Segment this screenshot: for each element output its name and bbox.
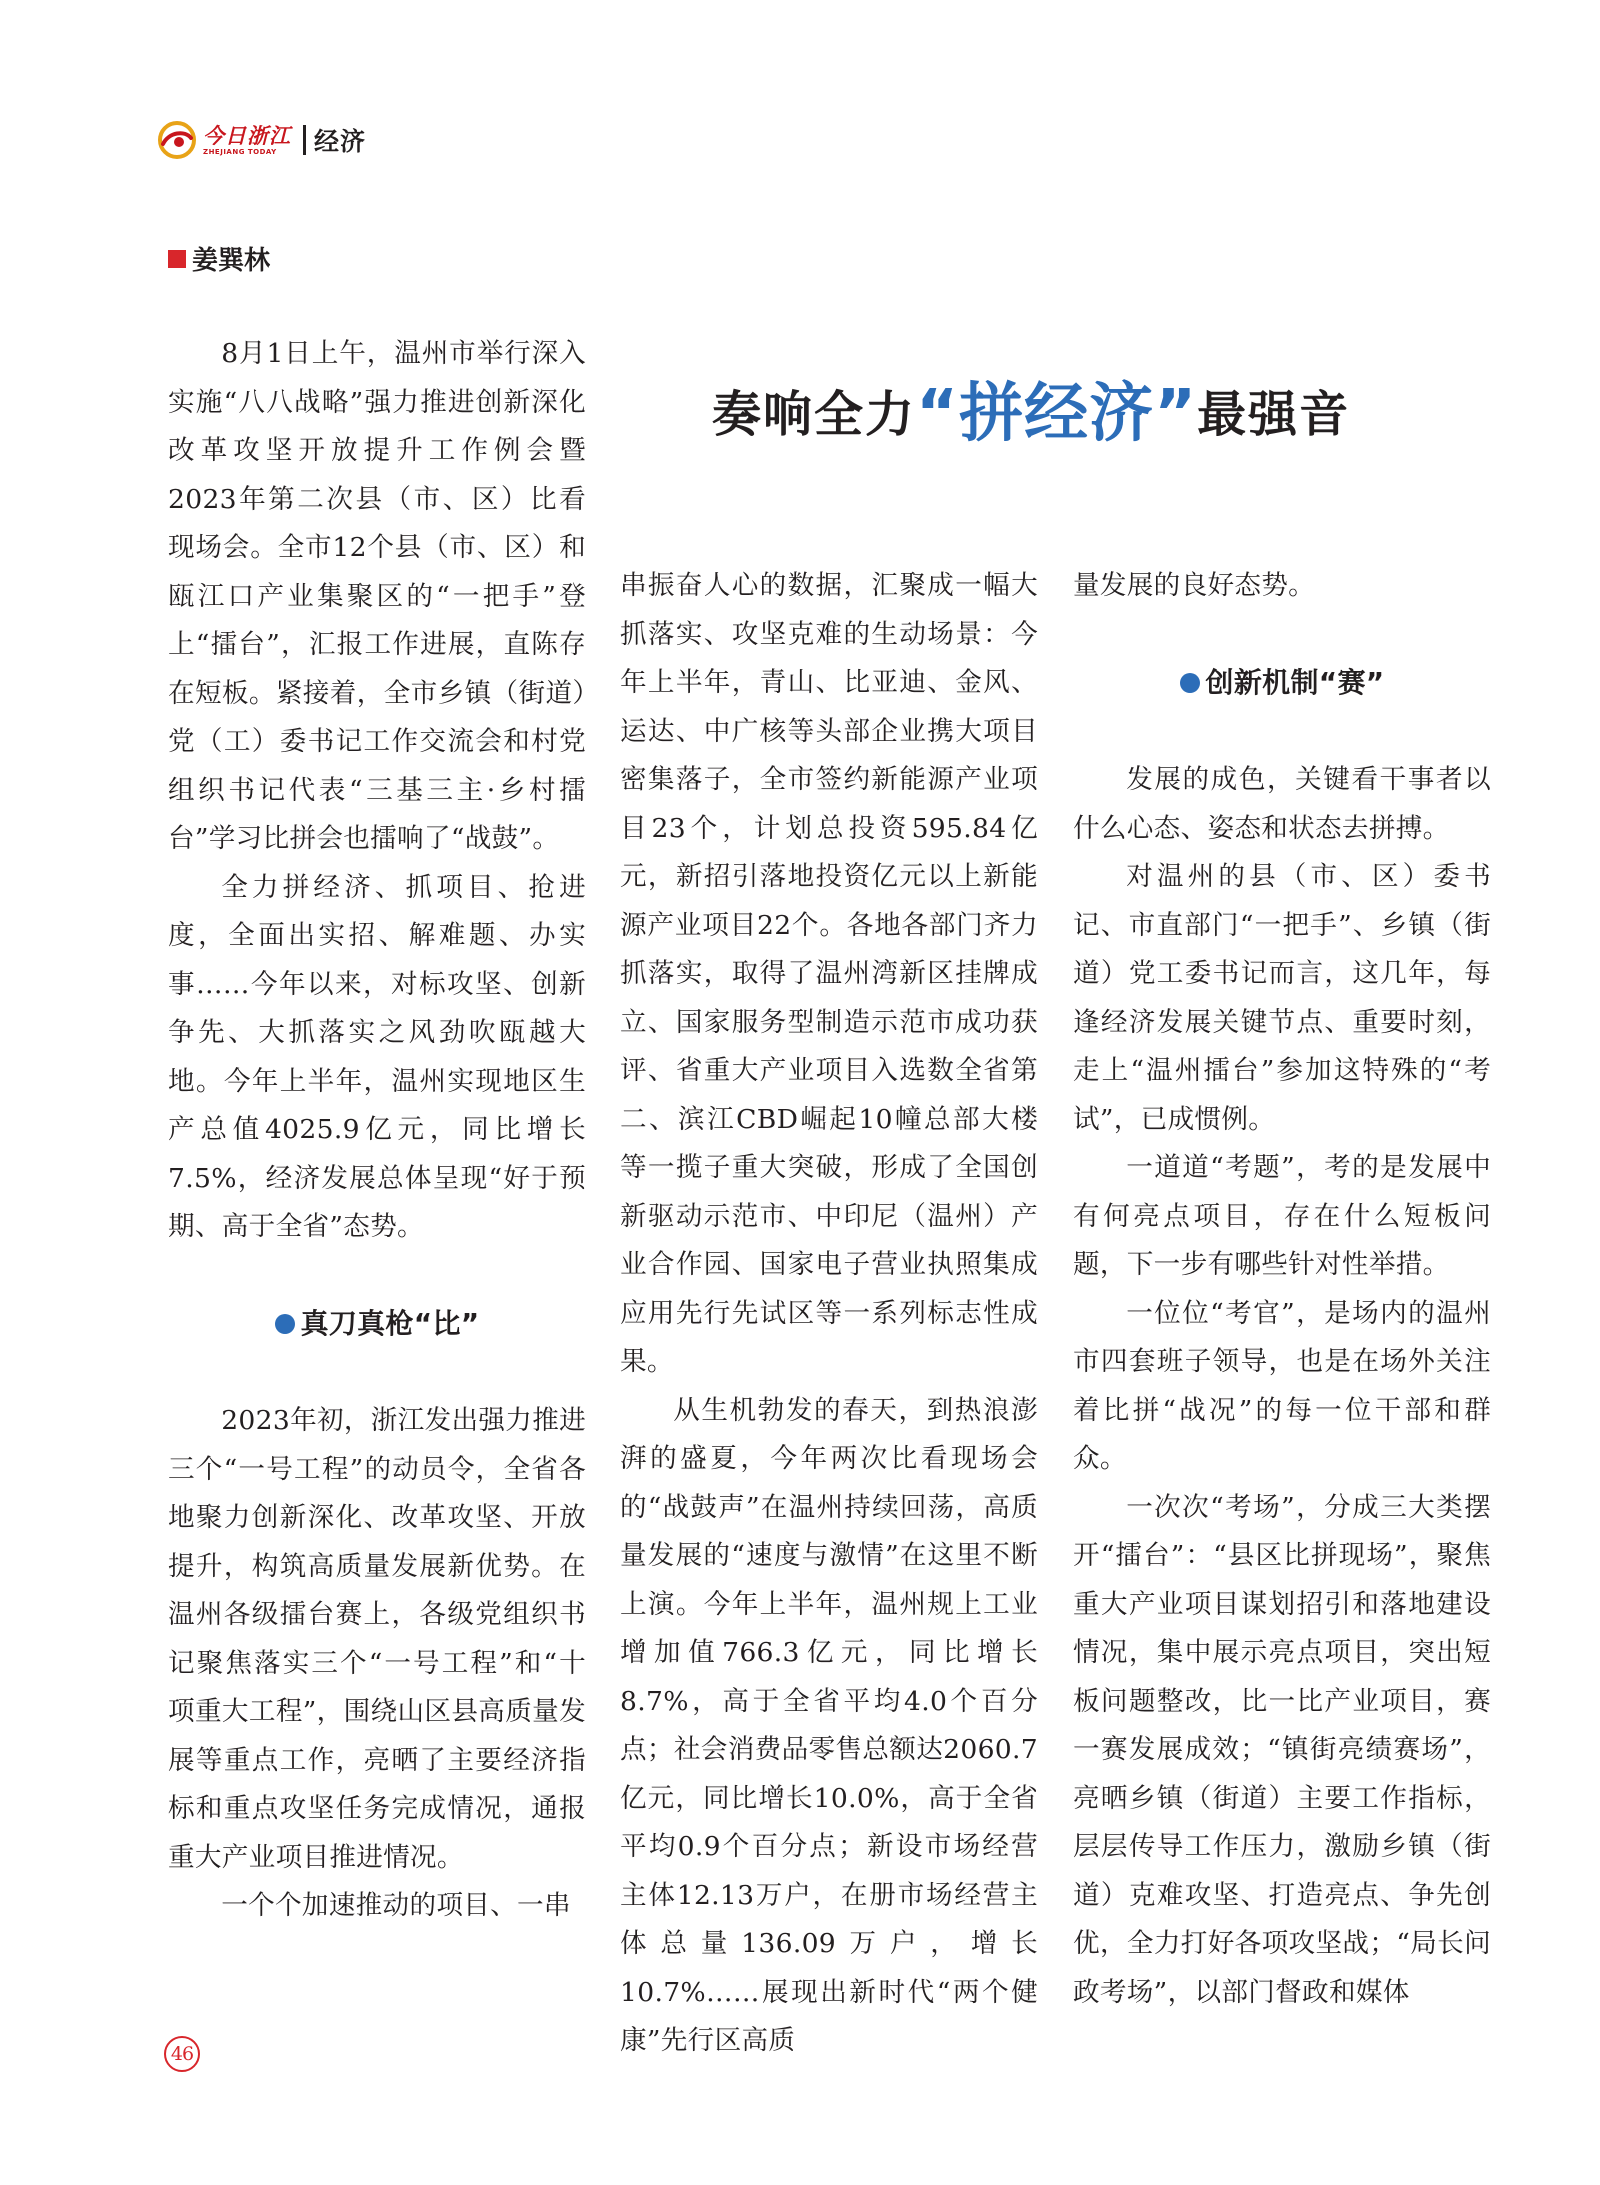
paragraph: 全力拼经济、抓项目、抢进度，全面出实招、解难题、办实事……今年以来，对标攻坚、创新争先、大抓落实之风劲吹瓯越大地。今年上半年，温州实现地区生产总值4025.9亿元，同比增长7.5%，经济发展总体呈现“好于预期、高于全省”态势。: [168, 871, 586, 1242]
spacer: [168, 1349, 586, 1398]
article-column-2: [620, 562, 1038, 2066]
title-post: 最强音: [1197, 385, 1351, 443]
magazine-logo: [203, 122, 291, 156]
header-divider: [303, 125, 306, 155]
paragraph: 串振奋人心的数据，汇聚成一幅大抓落实、攻坚克难的生动场景：今年上半年，青山、比亚迪、金风、运达、中广核等头部企业携大项目密集落子，全市签约新能源产业项目23个，计划总投资595.84亿元，新招引落地投资亿元以上新能源产业项目22个。各地各部门齐力抓落实，取得了温州湾新区挂牌成立、国家服务型制造示范市成功获评、省重大产业项目入选数全省第二、滨江CBD崛起10幢总部大楼等一揽子重大突破，形成了全国创新驱动示范市、中印尼（温州）产业合作园、国家电子营业执照集成应用先行先试区等一系列标志性成果。: [620, 570, 1038, 1377]
author-name: 姜巽林: [192, 246, 271, 276]
subhead-text: 真刀真枪“比”: [300, 1307, 480, 1340]
paragraph: 发展的成色，关键看干事者以什么心态、姿态和状态去拼搏。: [1073, 764, 1491, 844]
article-column-1: [168, 330, 586, 1931]
paragraph: 一次次“考场”，分成三大类摆开“擂台”：“县区比拼现场”，聚焦重大产业项目谋划招引和落地建设情况，集中展示亮点项目，突出短板问题整改，比一比产业项目，赛一赛发展成效；“镇街亮绩赛场”，亮晒乡镇（街道）主要工作指标，层层传导工作压力，激励乡镇（街道）克难攻坚、打造亮点、争先创优，全力打好各项攻坚战；“局长问政考场”，以部门督政和媒体: [1073, 1491, 1491, 2008]
bullet-dot-icon: [275, 1314, 295, 1334]
magazine-logo-icon: [157, 120, 197, 160]
paragraph: 2023年初，浙江发出强力推进三个“一号工程”的动员令，全省各地聚力创新深化、改革攻坚、开放提升，构筑高质量发展新优势。在温州各级擂台赛上，各级党组织书记聚焦落实三个“一号工程”和“十项重大工程”，围绕山区县高质量发展等重点工作，亮晒了主要经济指标和重点攻坚任务完成情况，通报重大产业项目推进情况。: [168, 1405, 586, 1873]
paragraph: 8月1日上午，温州市举行深入实施“八八战略”强力推进创新深化改革攻坚开放提升工作例会暨2023年第二次县（市、区）比看现场会。全市12个县（市、区）和瓯江口产业集聚区的“一把手”登上“擂台”，汇报工作进展，直陈存在短板。紧接着，全市乡镇（街道）党（工）委书记工作交流会和村党组织书记代表“三基三主·乡村擂台”学习比拼会也擂响了“战鼓”。: [168, 338, 586, 854]
title-pre: 奏响全力: [712, 385, 917, 443]
subhead-text: 创新机制“赛”: [1205, 666, 1385, 699]
magazine-header: [157, 118, 366, 162]
section-subhead: [1073, 659, 1491, 708]
article-title: [712, 368, 1432, 460]
bullet-dot-icon: [1180, 673, 1200, 693]
spacer: [1073, 611, 1491, 660]
byline-square-icon: [168, 250, 186, 268]
paragraph: 量发展的良好态势。: [1073, 570, 1316, 601]
logo-subtitle: ZHEJIANG TODAY: [203, 147, 277, 156]
paragraph: 一位位“考官”，是场内的温州市四套班子领导，也是在场外关注着比拼“战况”的每一位干部和群众。: [1073, 1297, 1491, 1474]
spacer: [168, 1252, 586, 1301]
page-number: 46: [164, 2036, 200, 2072]
section-label: 经济: [314, 127, 367, 156]
paragraph: 从生机勃发的春天，到热浪澎湃的盛夏，今年两次比看现场会的“战鼓声”在温州持续回荡，高质量发展的“速度与激情”在这里不断上演。今年上半年，温州规上工业增加值766.3亿元，同比增长8.7%，高于全省平均4.0个百分点；社会消费品零售总额达2060.7亿元，同比增长10.0%，高于全省平均0.9个百分点；新设市场经营主体12.13万户，在册市场经营主体总量136.09万户，增长10.7%……展现出新时代“两个健康”先行区高质: [620, 1394, 1038, 2056]
paragraph: 对温州的县（市、区）委书记、市直部门“一把手”、乡镇（街道）党工委书记而言，这几年，每逢经济发展关键节点、重要时刻，走上“温州擂台”参加这特殊的“考试”，已成惯例。: [1073, 861, 1491, 1135]
logo-title: 今日浙江: [203, 122, 291, 148]
paragraph: 一个个加速推动的项目、一串: [221, 1890, 571, 1921]
article-column-3: [1073, 562, 1491, 2017]
paragraph: 一道道“考题”，考的是发展中有何亮点项目，存在什么短板问题，下一步有哪些针对性举措。: [1073, 1152, 1491, 1280]
author-byline: [168, 240, 270, 277]
title-accent: “拼经济”: [916, 377, 1198, 451]
spacer: [1073, 708, 1491, 757]
section-subhead: [168, 1300, 586, 1349]
